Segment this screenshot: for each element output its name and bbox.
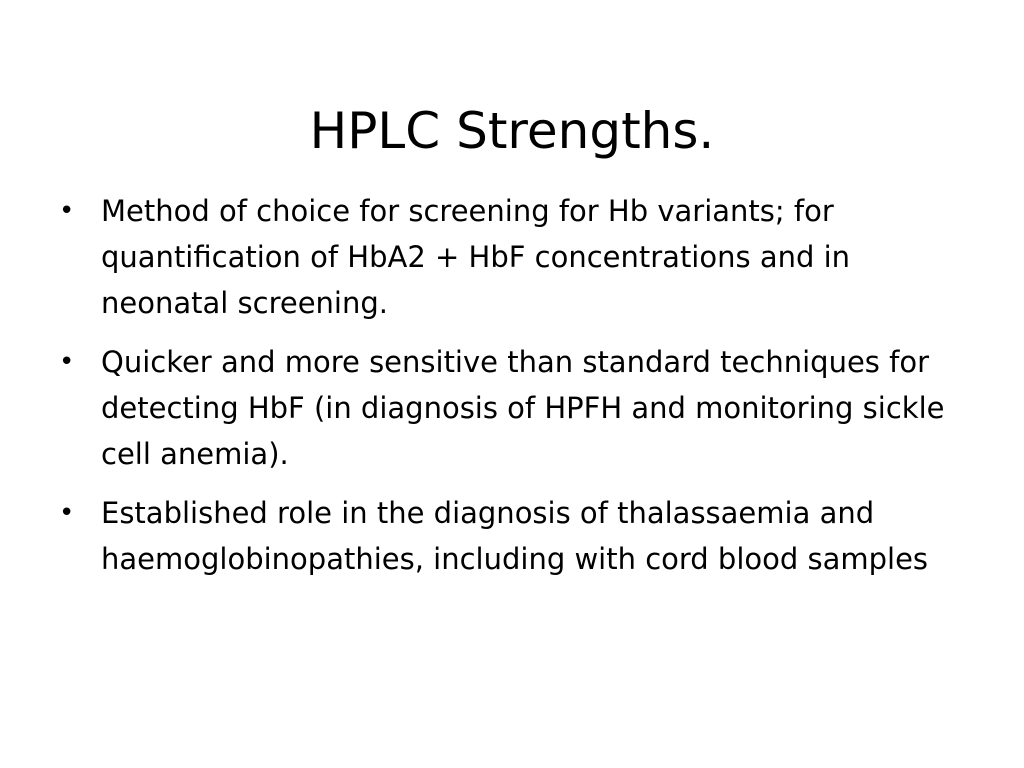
bullet-text: Method of choice for screening for Hb variants; for quantification of HbA2 + HbF concentrations and in neonatal screening. <box>101 194 851 320</box>
bullet-item <box>56 339 986 477</box>
bullet-icon: • <box>59 498 75 528</box>
bullet-text: Quicker and more sensitive than standard techniques for detecting HbF (in diagnosis of HPFH and monitoring sickle cell anemia). <box>101 345 945 471</box>
bullet-item <box>56 188 986 326</box>
bullet-icon: • <box>59 196 75 226</box>
bullet-text: Established role in the diagnosis of thalassaemia and haemoglobinopathies, including with cord blood samples <box>101 496 929 576</box>
bullet-icon: • <box>59 347 75 377</box>
bullet-list <box>56 188 986 595</box>
bullet-item <box>56 490 986 582</box>
slide-title: HPLC Strengths. <box>309 101 715 160</box>
